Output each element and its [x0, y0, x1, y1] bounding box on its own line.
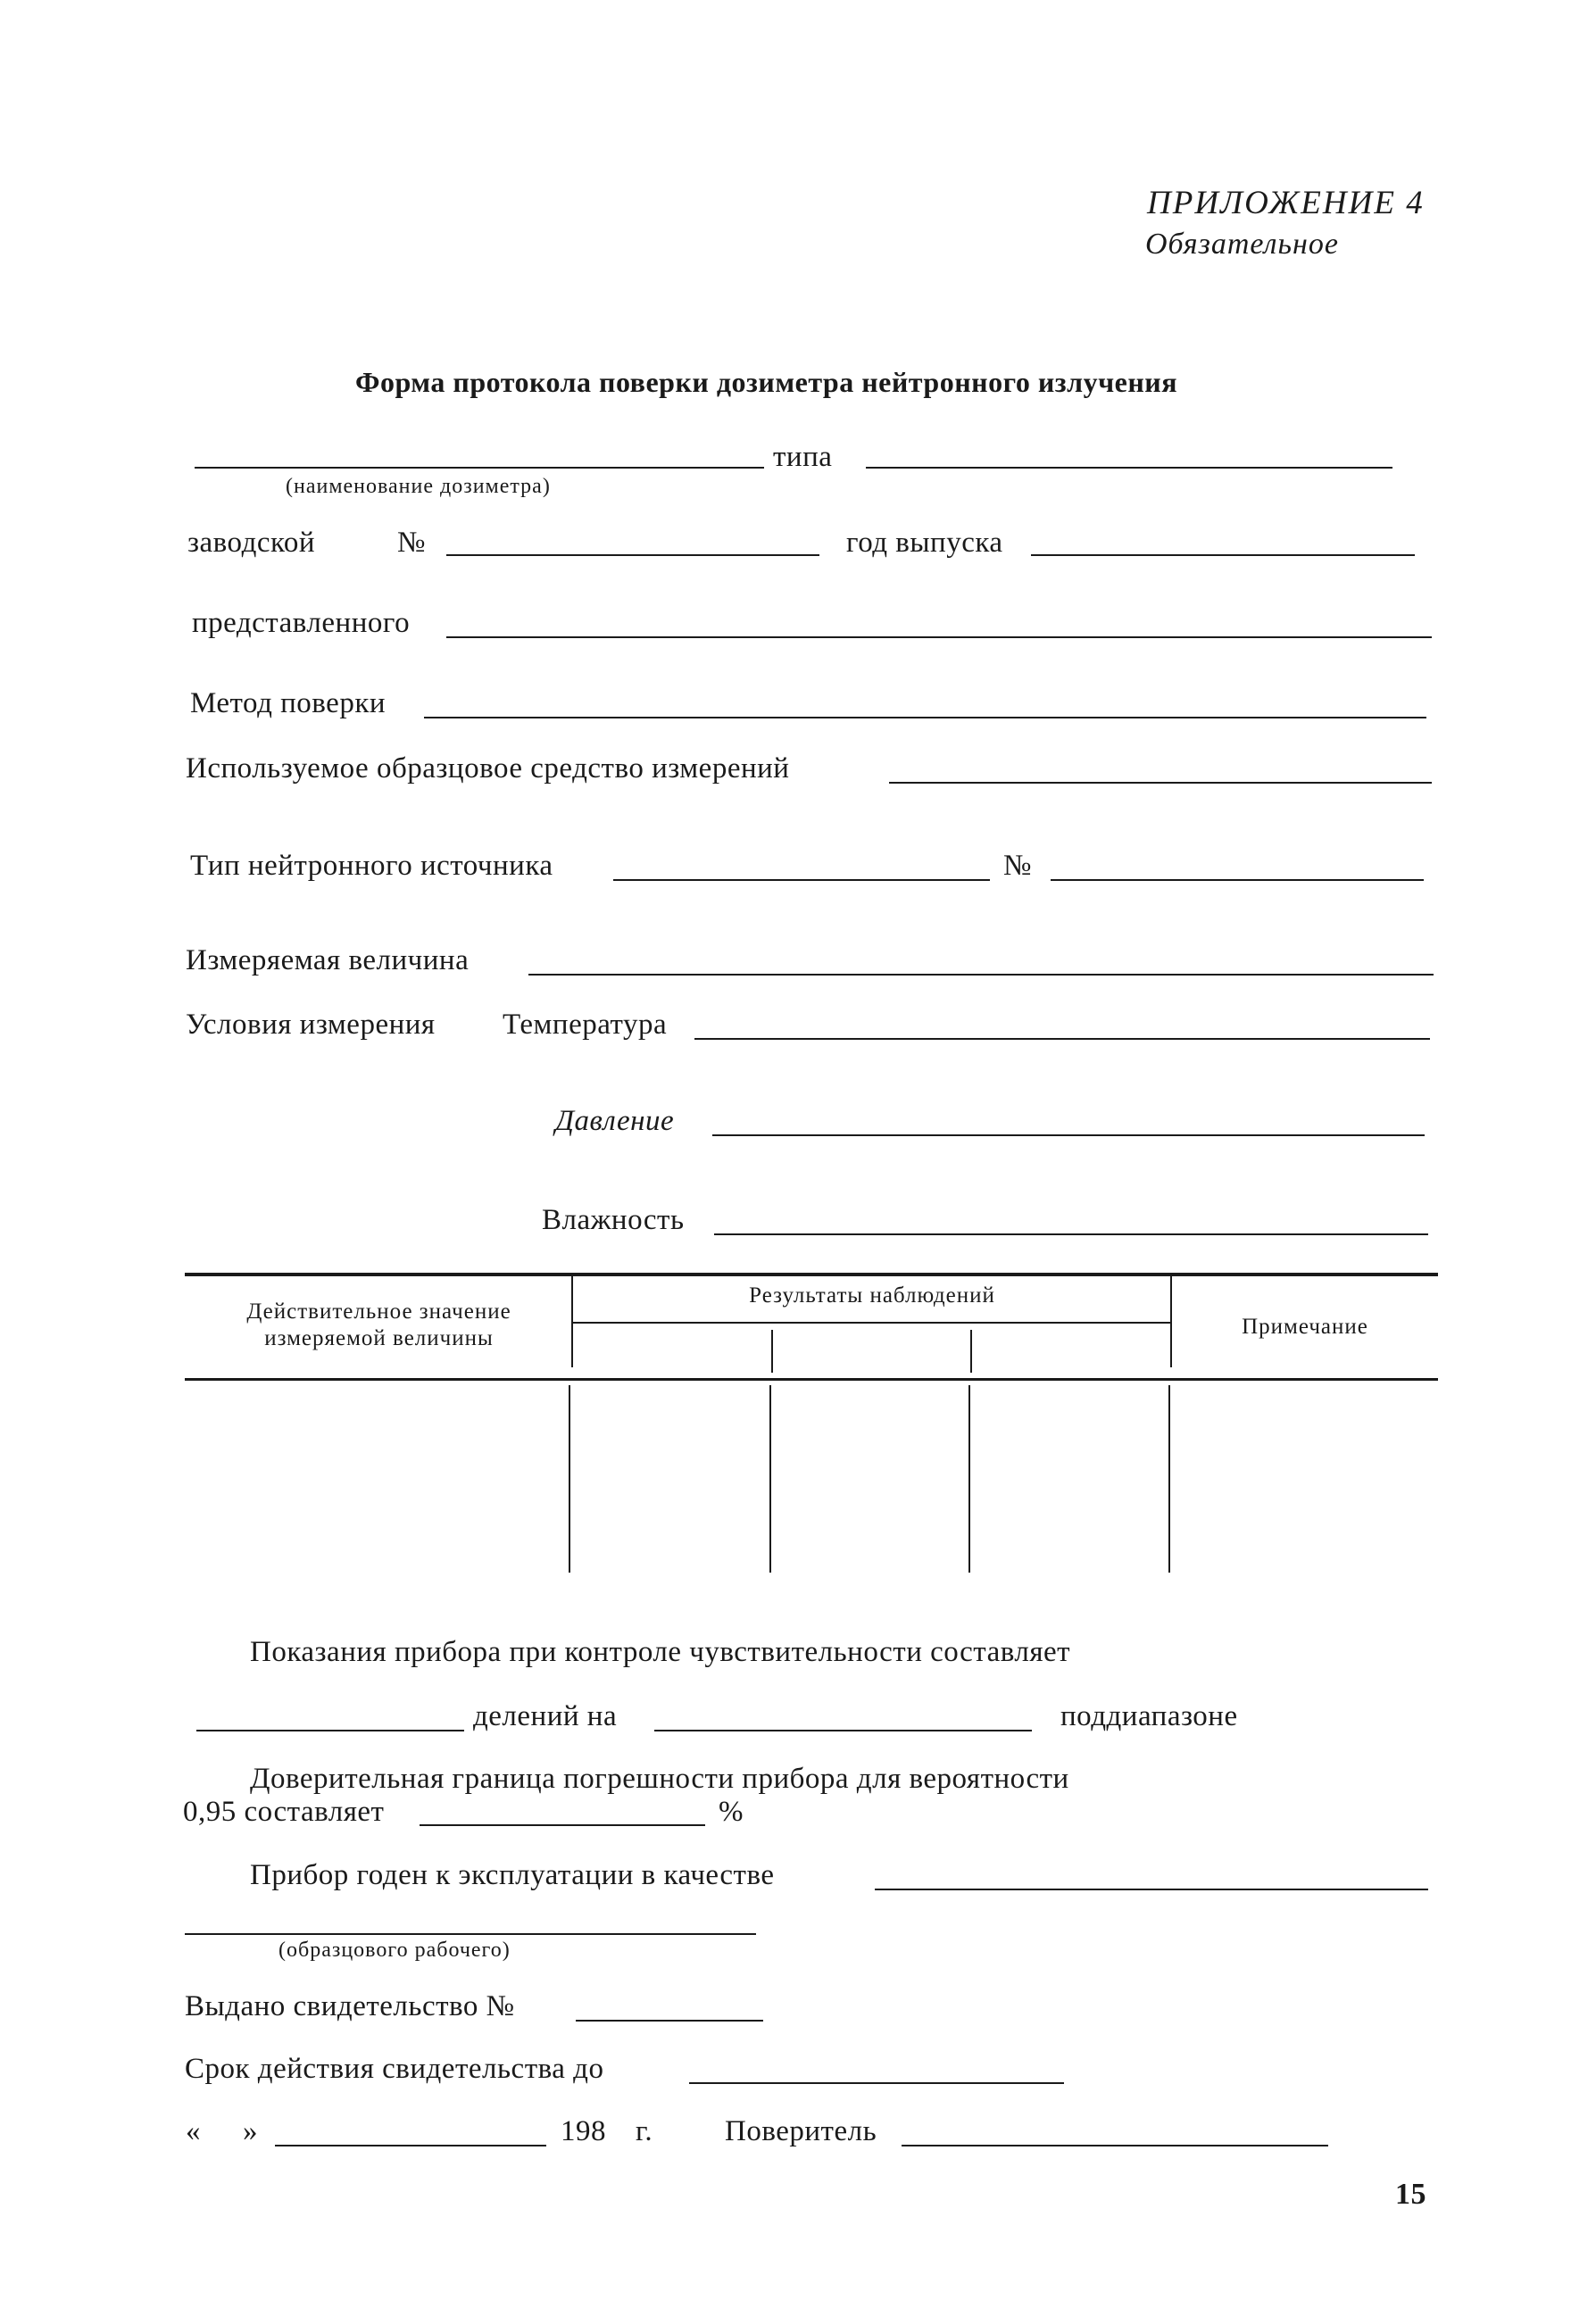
certificate-number-field[interactable] — [576, 2020, 763, 2022]
type-label: типа — [773, 441, 833, 473]
table-top-rule — [185, 1273, 1438, 1276]
percent-sign: % — [719, 1796, 744, 1828]
subrange-field[interactable] — [654, 1730, 1032, 1731]
submitted-label: представленного — [192, 607, 411, 639]
body-column-line — [968, 1385, 970, 1573]
col-actual-value-header: Действительное значение измеряемой величины — [246, 1299, 511, 1350]
pressure-field[interactable] — [712, 1134, 1425, 1136]
header-divider — [771, 1330, 773, 1373]
quote-open: « — [186, 2115, 201, 2147]
verifier-signature-field[interactable] — [902, 2145, 1328, 2146]
appendix-label: ПРИЛОЖЕНИЕ 4 — [1147, 185, 1425, 221]
results-sub-rule — [573, 1322, 1171, 1324]
subrange-label: поддиапазоне — [1060, 1700, 1238, 1732]
fit-category-field[interactable] — [185, 1933, 756, 1935]
name-caption: (наименование дозиметра) — [286, 475, 551, 498]
type-field[interactable] — [866, 467, 1392, 469]
method-label: Метод поверки — [190, 687, 387, 719]
year-label: год выпуска — [846, 527, 1003, 559]
header-divider — [571, 1276, 573, 1367]
standard-label: Используемое образцовое средство измерений — [186, 752, 790, 785]
confidence-line: Доверительная граница погрешности прибора для вероятности — [250, 1763, 1069, 1795]
fit-line: Прибор годен к эксплуатации в качестве — [250, 1859, 775, 1891]
source-type-label: Тип нейтронного источника — [190, 850, 553, 882]
divisions-field[interactable] — [196, 1730, 464, 1731]
body-column-line — [1168, 1385, 1170, 1573]
dosimeter-name-field[interactable] — [195, 467, 764, 469]
header-divider — [1170, 1276, 1172, 1367]
humidity-field[interactable] — [714, 1233, 1428, 1235]
quantity-label: Измеряемая величина — [186, 944, 470, 976]
col-note-header: Примечание — [1242, 1315, 1368, 1339]
header-divider — [970, 1330, 972, 1373]
standard-field[interactable] — [889, 782, 1432, 784]
year-field[interactable] — [1031, 554, 1415, 556]
page-number: 15 — [1395, 2178, 1426, 2211]
temperature-field[interactable] — [694, 1038, 1430, 1040]
body-column-line — [569, 1385, 570, 1573]
conditions-label: Условия измерения — [186, 1009, 436, 1041]
fit-field[interactable] — [875, 1889, 1428, 1890]
fit-caption: (образцового рабочего) — [278, 1939, 511, 1962]
serial-number-sign: № — [397, 527, 426, 559]
validity-label: Срок действия свидетельства до — [185, 2053, 604, 2085]
body-column-line — [769, 1385, 771, 1573]
serial-label: заводской — [187, 527, 316, 559]
verifier-label: Поверитель — [725, 2115, 877, 2147]
divisions-label: делений на — [473, 1700, 618, 1732]
sensitivity-line: Показания прибора при контроле чувствительности составляет — [250, 1636, 1071, 1668]
table-header-rule — [185, 1378, 1438, 1381]
col-results-header: Результаты наблюдений — [749, 1283, 995, 1308]
submitted-field[interactable] — [446, 636, 1432, 638]
source-number-field[interactable] — [1051, 879, 1424, 881]
confidence-prefix: 0,95 составляет — [183, 1796, 385, 1828]
serial-number-field[interactable] — [446, 554, 819, 556]
source-number-sign: № — [1003, 850, 1032, 882]
confidence-field[interactable] — [420, 1824, 705, 1826]
certificate-label: Выдано свидетельство № — [185, 1990, 515, 2022]
year-suffix: г. — [636, 2115, 653, 2147]
source-type-field[interactable] — [613, 879, 990, 881]
quote-close: » — [243, 2115, 258, 2147]
temperature-label: Температура — [503, 1009, 668, 1041]
page-title: Форма протокола поверки дозиметра нейтронного излучения — [355, 366, 1177, 398]
humidity-label: Влажность — [542, 1204, 685, 1236]
quantity-field[interactable] — [528, 974, 1434, 976]
pressure-label: Давление — [555, 1105, 675, 1137]
year-text: 198 — [561, 2115, 606, 2147]
date-field[interactable] — [275, 2145, 546, 2146]
method-field[interactable] — [424, 717, 1426, 718]
validity-date-field[interactable] — [689, 2082, 1064, 2084]
appendix-status: Обязательное — [1145, 228, 1339, 261]
